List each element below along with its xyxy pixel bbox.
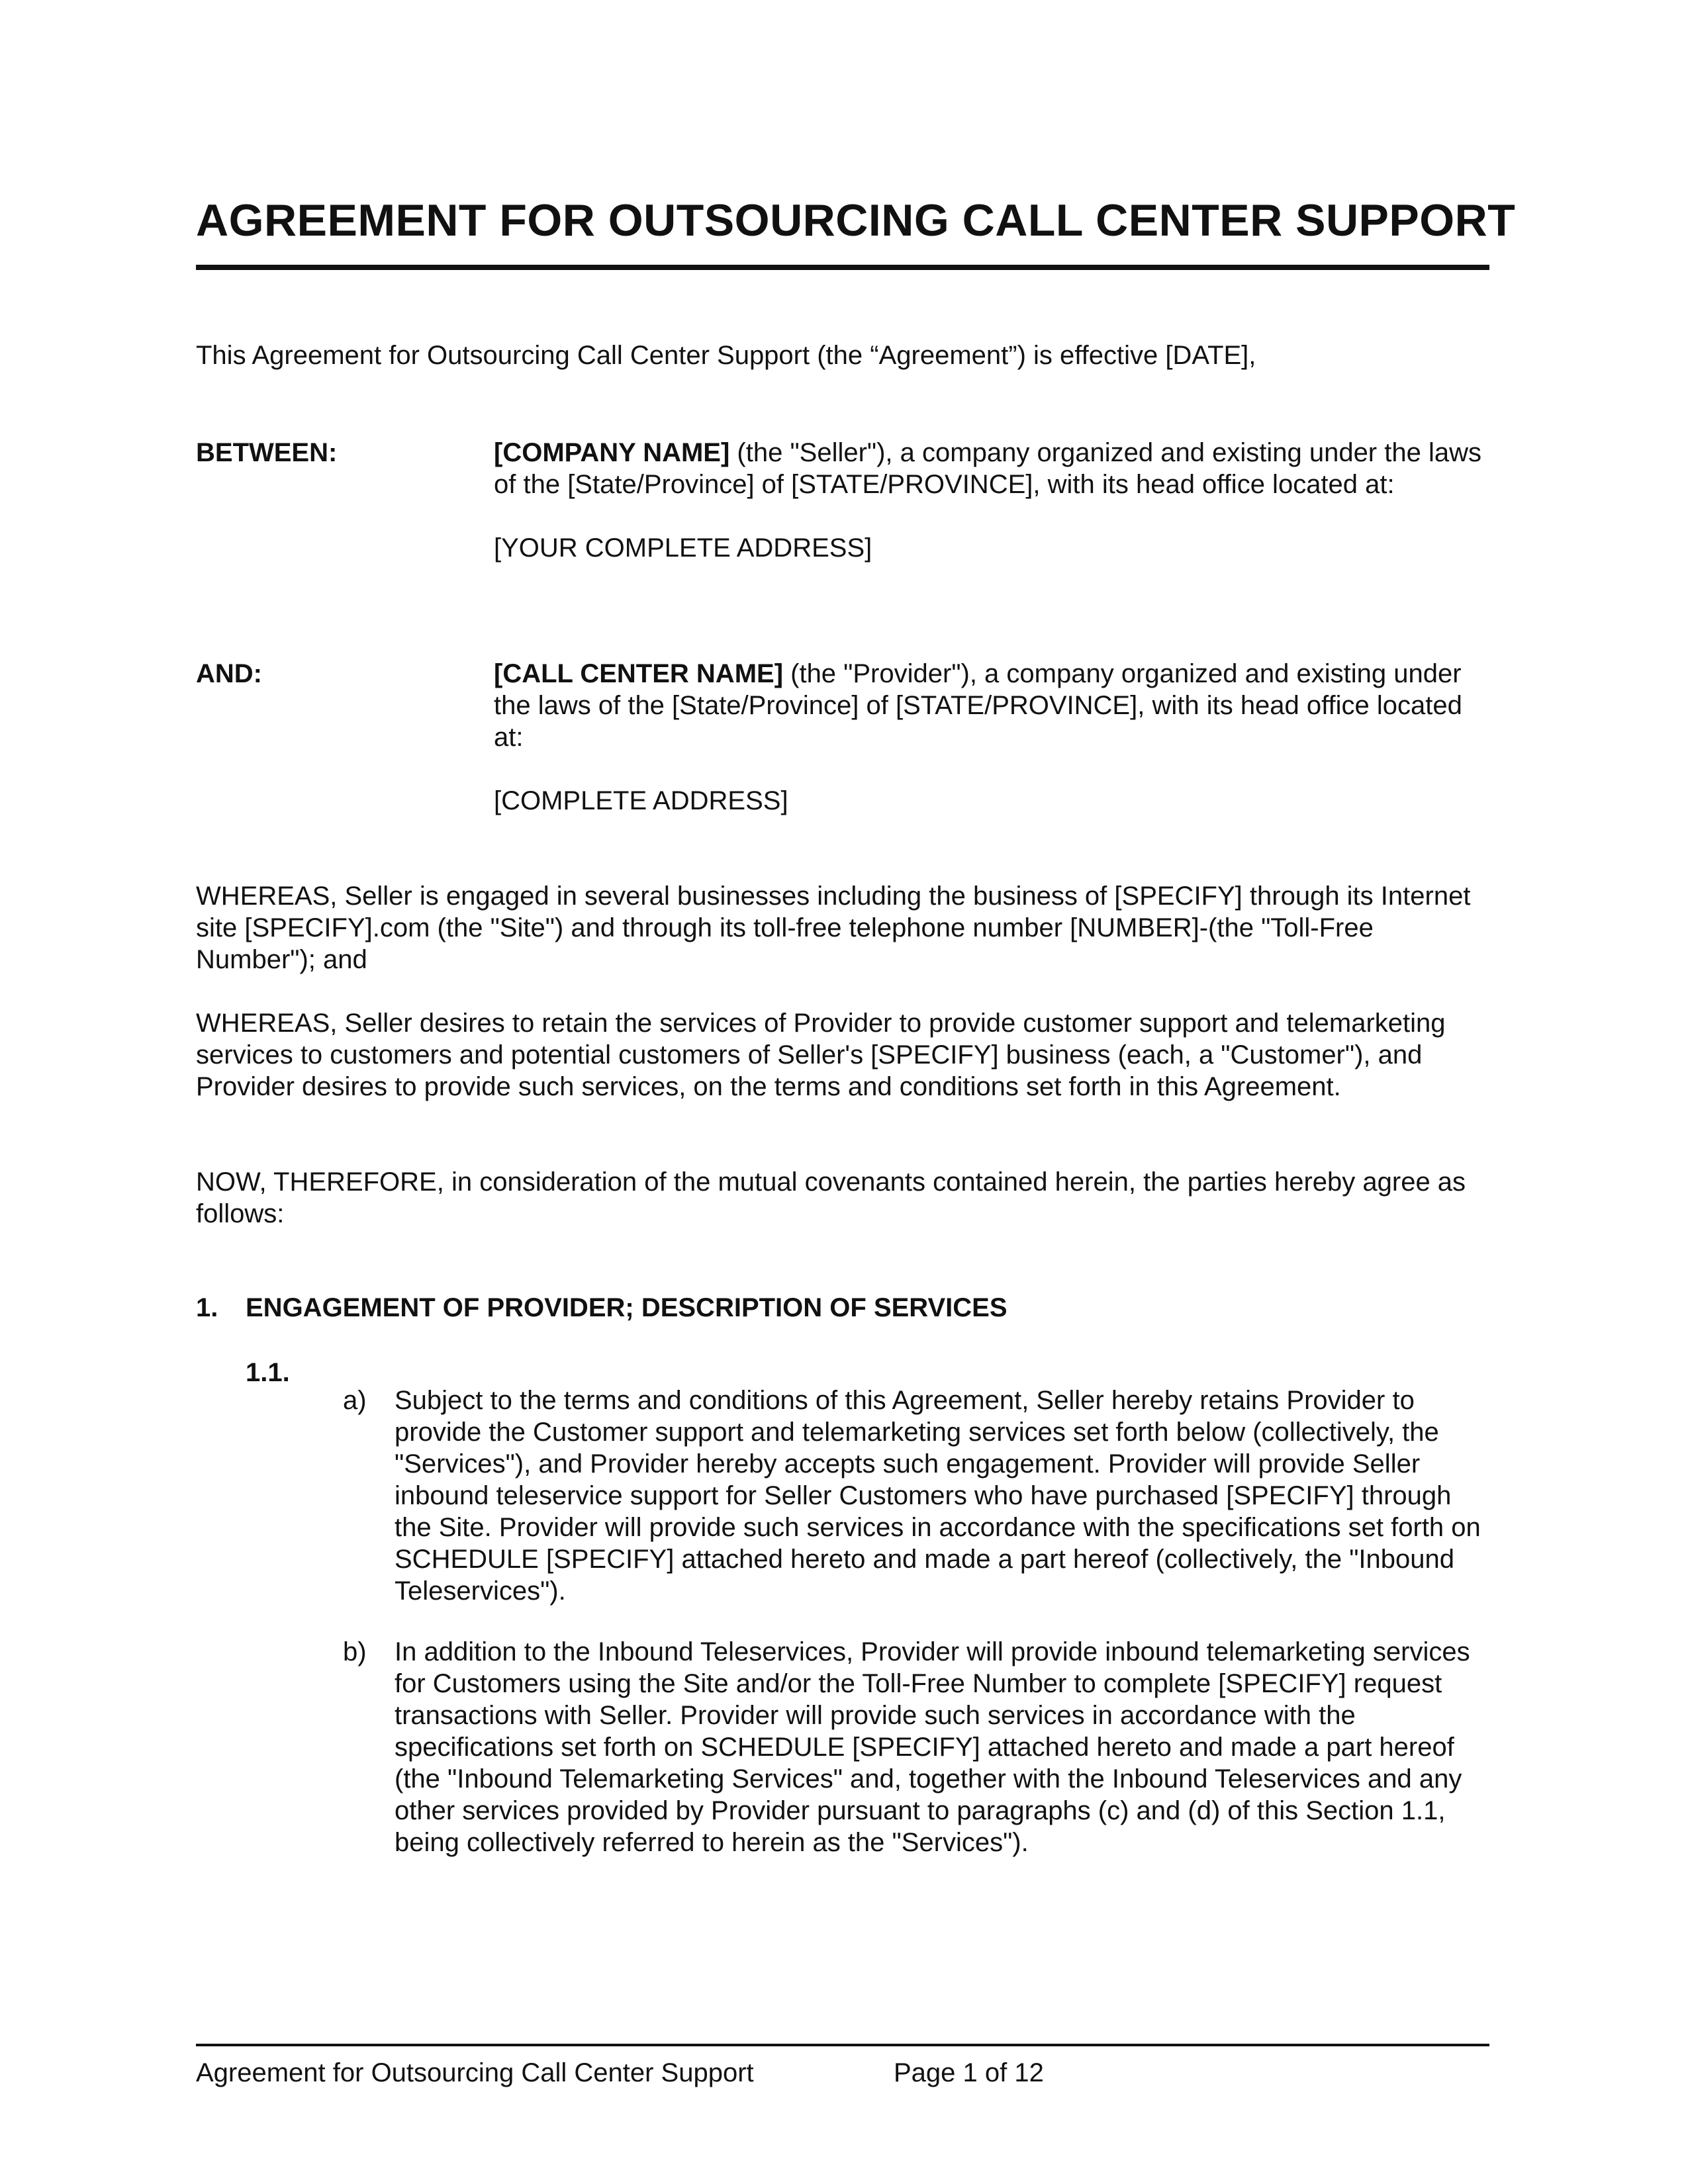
recital-2-text: WHEREAS, Seller desires to retain the services of Provider to provide customer support and telemarketing services to customers and potential customers of Seller's [SPECIFY] business (each, a "Customer"), and Provider desires to provide such services, on the terms and conditions set forth in this Agreement. (196, 1009, 1446, 1101)
footer-document-title: Agreement for Outsourcing Call Center Support (196, 2058, 754, 2087)
intro-paragraph: This Agreement for Outsourcing Call Center Support (the “Agreement”) is effective [DATE], (196, 341, 1256, 370)
item-b-text: In addition to the Inbound Teleservices, Provider will provide inbound telemarketing services for Customers using the Site and/or the Toll-Free Number to complete [SPECIFY] request transactions with Seller. Provider will provide such services in accordance with the specifications set forth on SCHEDULE [SPECIFY] attached hereto and made a part hereof (the "Inbound Telemarketing Services" and, together with the Inbound Teleservices and any other services provided by Provider pursuant to paragraphs (c) and (d) of this Section 1.1, being collectively referred to herein as the "Services"). (395, 1637, 1470, 1857)
subsection-number: 1.1. (246, 1358, 290, 1387)
recital-paragraph-1 (196, 880, 1489, 976)
document-page (196, 0, 1516, 2184)
document-title: AGREEMENT FOR OUTSOURCING CALL CENTER SUPPORT (196, 195, 1516, 246)
item-a-letter: a) (343, 1386, 367, 1415)
section-title: ENGAGEMENT OF PROVIDER; DESCRIPTION OF SERVICES (246, 1293, 1008, 1322)
party-provider-name: [CALL CENTER NAME] (494, 659, 784, 688)
party-provider-address: [COMPLETE ADDRESS] (494, 786, 788, 815)
party-seller-address: [YOUR COMPLETE ADDRESS] (494, 533, 872, 563)
party-seller-name: [COMPANY NAME] (494, 438, 730, 467)
party-provider-block (494, 658, 1489, 817)
party-provider-details: (the "Provider"), a company organized and existing under the laws of the [State/Province] of [STATE/PROVINCE], with its head office located at: (494, 659, 1462, 752)
party-label-and: AND: (196, 659, 262, 688)
recital-paragraph-3 (196, 1166, 1489, 1230)
footer-divider (196, 2044, 1489, 2046)
item-b-letter: b) (343, 1637, 367, 1666)
party-label-between: BETWEEN: (196, 438, 338, 467)
party-seller-block (494, 437, 1489, 564)
recital-3-text: NOW, THEREFORE, in consideration of the mutual covenants contained herein, the parties hereby agree as follows: (196, 1167, 1466, 1228)
title-divider (196, 265, 1489, 270)
recital-1-text: WHEREAS, Seller is engaged in several businesses including the business of [SPECIFY] through its Internet site [SPECIFY].com (the "Site") and through its toll-free telephone number [NUMBER]-(the "Toll-Free Number"); and (196, 882, 1471, 974)
recital-paragraph-2 (196, 1007, 1489, 1103)
item-a-text: Subject to the terms and conditions of this Agreement, Seller hereby retains Provider to provide the Customer support and telemarketing services set forth below (collectively, the "Services"), and Provider hereby accepts such engagement. Provider will provide Seller inbound teleservice support for Seller Customers who have purchased [SPECIFY] through the Site. Provider will provide such services in accordance with the specifications set forth on SCHEDULE [SPECIFY] attached hereto and made a part hereof (collectively, the "Inbound Teleservices"). (395, 1386, 1481, 1606)
section-1-heading (196, 1292, 1489, 1324)
section-number: 1. (196, 1293, 218, 1322)
footer-page-number: Page 1 of 12 (894, 2058, 1044, 2087)
party-seller-details: (the "Seller"), a company organized and existing under the laws of the [State/Province] of [STATE/PROVINCE], with its head office located at: (494, 438, 1481, 499)
party-provider-description (494, 658, 1489, 753)
party-seller-description (494, 437, 1489, 500)
